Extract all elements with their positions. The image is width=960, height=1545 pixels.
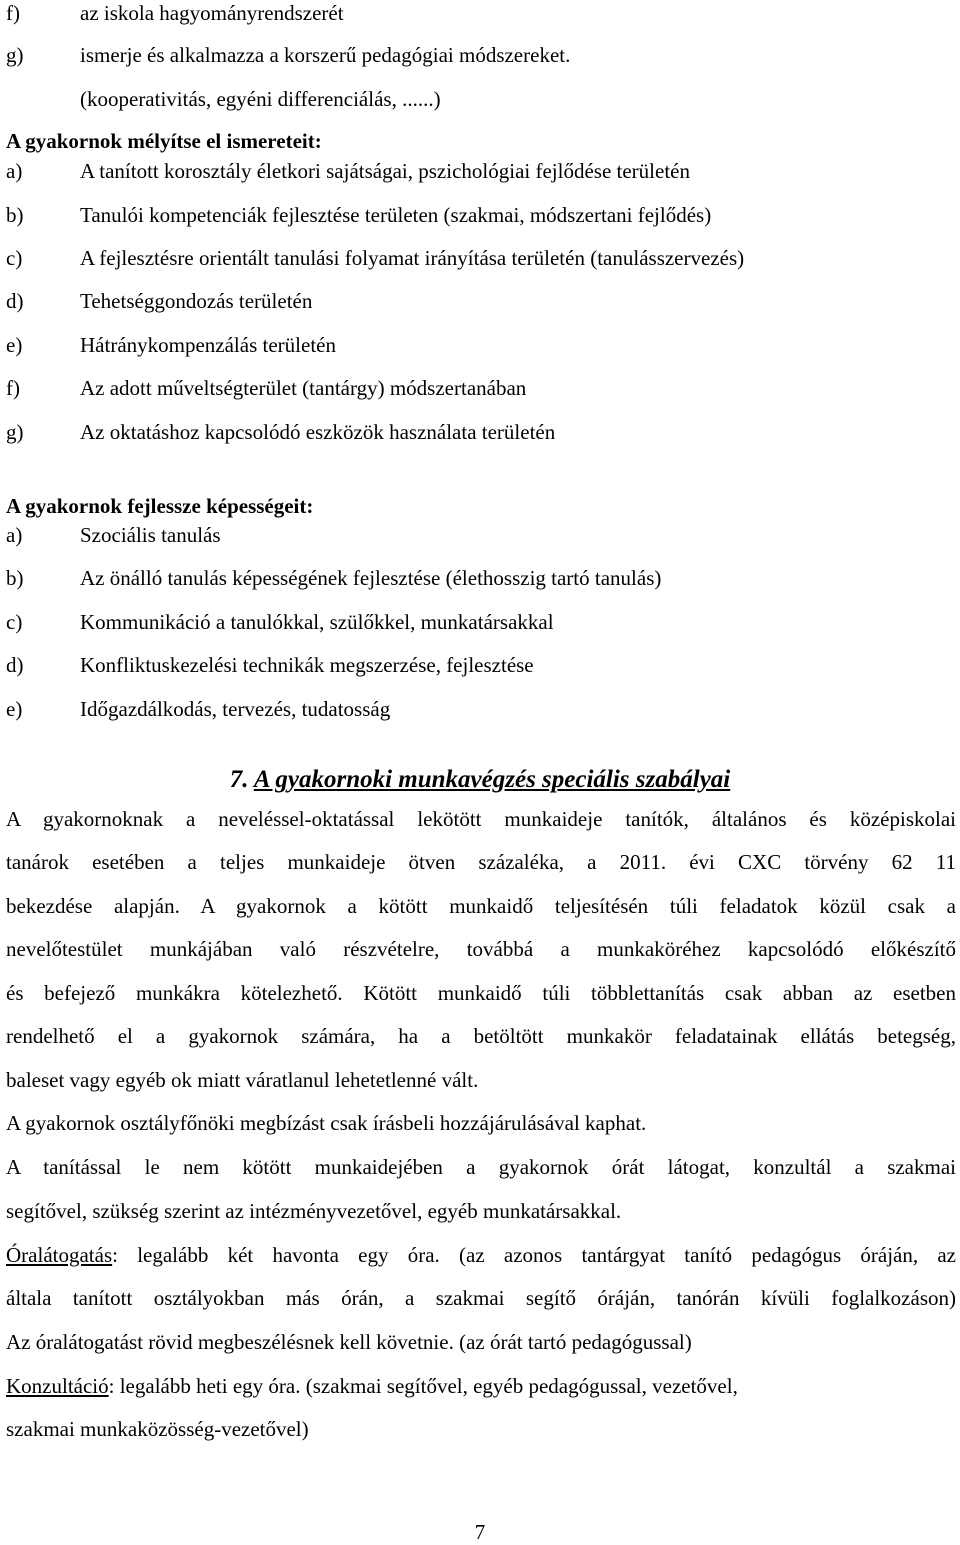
list-item — [0, 202, 960, 228]
list-item — [0, 375, 960, 401]
list-text: Az adott műveltségterület (tantárgy) módszertanában — [80, 376, 527, 400]
consult-line — [6, 1374, 738, 1398]
consult-rest: : legalább heti egy óra. (szakmai segítővel, egyéb pedagógussal, vezetővel, — [108, 1374, 738, 1398]
paragraph-line: nevelőtestület munkájában való részvételre, továbbá a munkaköréhez kapcsolódó előkészítő — [6, 937, 956, 961]
section-title-skills: A gyakornok fejlessze képességeit: — [6, 494, 314, 518]
chapter-title: A gyakornoki munkavégzés speciális szabályai — [253, 766, 731, 793]
paragraph-line: Az óralátogatást rövid megbeszélésnek kell követnie. (az órát tartó pedagógussal) — [6, 1330, 692, 1354]
list-letter: d) — [6, 289, 24, 313]
list-text: az iskola hagyományrendszerét — [80, 1, 344, 25]
list-item — [0, 609, 960, 635]
list-letter: c) — [6, 246, 23, 270]
list-item — [0, 696, 960, 722]
list-text: Hátránykompenzálás területén — [80, 333, 336, 357]
list-text: Kommunikáció a tanulókkal, szülőkkel, munkatársakkal — [80, 610, 554, 634]
list-item — [0, 652, 960, 678]
list-text: Időgazdálkodás, tervezés, tudatosság — [80, 697, 391, 721]
list-item — [0, 522, 960, 548]
list-continuation: (kooperativitás, egyéni differenciálás, ......) — [80, 87, 441, 111]
list-letter: b) — [6, 566, 24, 590]
list-item — [0, 565, 960, 591]
paragraph-line: A gyakornok osztályfőnöki megbízást csak írásbeli hozzájárulásával kaphat. — [6, 1111, 647, 1135]
list-text: A fejlesztésre orientált tanulási folyamat irányítása területén (tanulásszervezés) — [80, 246, 745, 270]
list-letter: e) — [6, 333, 23, 357]
list-letter: g) — [6, 420, 24, 444]
list-text: Tanulói kompetenciák fejlesztése területen (szakmai, módszertani fejlődés) — [80, 203, 712, 227]
list-item — [0, 288, 960, 314]
list-letter: c) — [6, 610, 23, 634]
list-item — [0, 0, 960, 26]
paragraph-line: tanárok esetében a teljes munkaideje ötven százaléka, a 2011. évi CXC törvény 62 11 — [6, 850, 956, 874]
term-consultation: Konzultáció — [6, 1374, 109, 1398]
paragraph-line: bekezdése alapján. A gyakornok a kötött munkaidő teljesítésén túli feladatok közül csak a — [6, 894, 956, 918]
list-letter: d) — [6, 653, 24, 677]
list-letter: f) — [6, 376, 20, 400]
page-number: 7 — [474, 1520, 486, 1544]
list-letter: a) — [6, 523, 23, 547]
visits-rest: : legalább két havonta egy óra. (az azonos tantárgyat tanító pedagógus óráján, az — [112, 1243, 956, 1267]
list-letter: e) — [6, 697, 23, 721]
paragraph-line: A tanítással le nem kötött munkaidejében a gyakornok órát látogat, konzultál a szakmai — [6, 1155, 956, 1179]
list-item — [0, 332, 960, 358]
list-text: ismerje és alkalmazza a korszerű pedagógiai módszereket. — [80, 43, 571, 67]
chapter-heading — [0, 765, 960, 795]
list-text: Az önálló tanulás képességének fejlesztése (élethosszig tartó tanulás) — [80, 566, 662, 590]
list-text: Szociális tanulás — [80, 523, 221, 547]
paragraph-line-visits — [6, 1242, 956, 1268]
paragraph-line: segítővel, szükség szerint az intézményvezetővel, egyéb munkatársakkal. — [6, 1199, 622, 1223]
list-item — [0, 245, 960, 271]
paragraph-line: rendelhető el a gyakornok számára, ha a betöltött munkakör feladatainak ellátás betegség, — [6, 1024, 956, 1048]
paragraph-line: általa tanított osztályokban más órán, a szakmai segítő óráján, tanórán kívüli foglalkozáson) — [6, 1286, 956, 1310]
section-title-knowledge: A gyakornok mélyítse el ismereteit: — [6, 129, 322, 153]
chapter-number: 7. — [229, 766, 249, 793]
paragraph-line: szakmai munkaközösség-vezetővel) — [6, 1417, 309, 1441]
list-text: Az oktatáshoz kapcsolódó eszközök használata területén — [80, 420, 556, 444]
list-text: Konfliktuskezelési technikák megszerzése, fejlesztése — [80, 653, 534, 677]
paragraph-line: és befejező munkákra kötelezhető. Kötött munkaidő túli többlettanítás csak abban az esetben — [6, 981, 956, 1005]
list-item — [0, 158, 960, 184]
list-item — [0, 419, 960, 445]
paragraph-line-consult — [6, 1373, 956, 1399]
visits-line — [6, 1242, 956, 1268]
list-text: Tehetséggondozás területén — [80, 289, 313, 313]
list-letter: a) — [6, 159, 23, 183]
term-visits: Óralátogatás — [6, 1243, 113, 1267]
paragraph-line: A gyakornoknak a neveléssel-oktatással lekötött munkaideje tanítók, általános és középiskolai — [6, 807, 956, 831]
list-letter: b) — [6, 203, 24, 227]
list-text: A tanított korosztály életkori sajátságai, pszichológiai fejlődése területén — [80, 159, 690, 183]
list-letter: f) — [6, 1, 20, 25]
paragraph-line: baleset vagy egyéb ok miatt váratlanul lehetetlenné vált. — [6, 1068, 479, 1092]
list-item — [0, 42, 960, 68]
list-letter: g) — [6, 43, 24, 67]
